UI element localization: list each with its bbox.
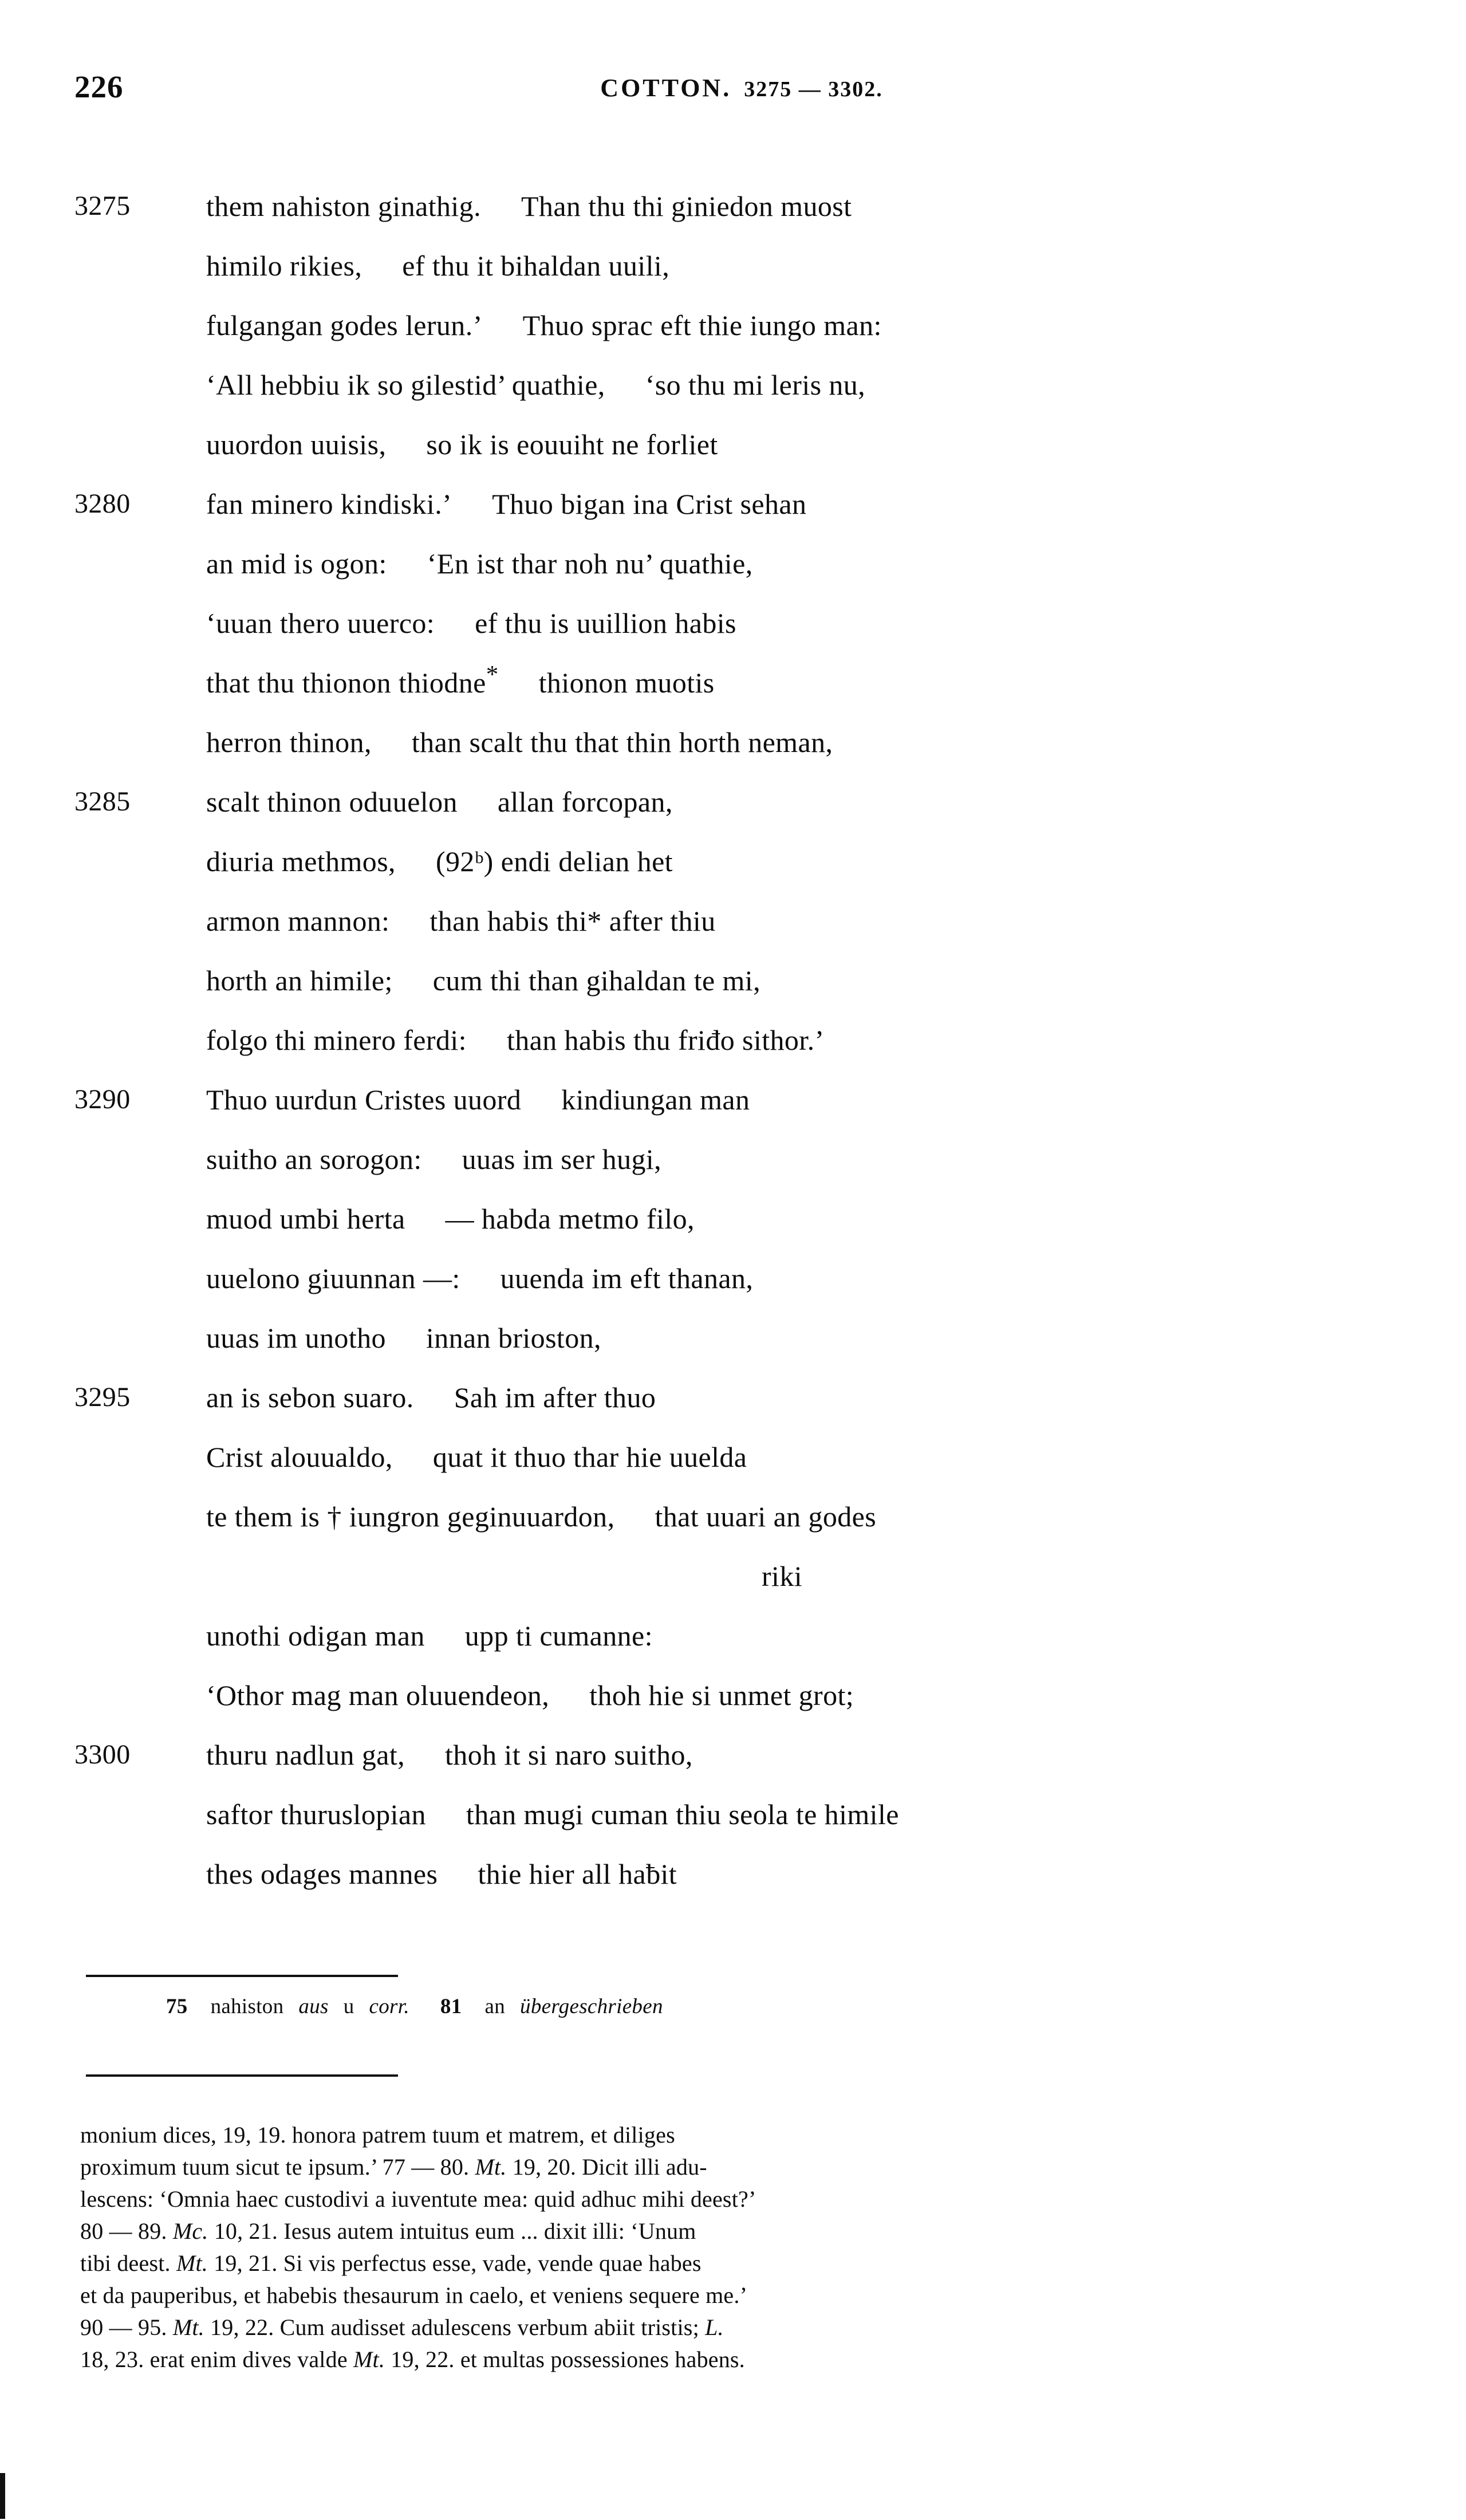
verse-half-line-a: Crist alouualdo,: [206, 1441, 393, 1473]
verse-line: [0, 1785, 1466, 1844]
verse-line-text: [206, 1308, 601, 1368]
verse-line-text: [206, 415, 718, 474]
verse-half-line-b: ef thu it bihaldan uuili,: [402, 250, 670, 282]
verse-half-line-b: than habis thu friđo sithor.’: [506, 1024, 825, 1056]
verse-half-line-a: fan minero kindiski.’: [206, 488, 452, 520]
verse-line-text: [206, 891, 716, 951]
verse-half-line-b: innan brioston,: [425, 1322, 601, 1354]
verse-line-text: [206, 474, 806, 534]
verse-half-line-b: upp ti cumanne:: [464, 1620, 653, 1652]
verse-half-line-a: ‘uuan thero uuerco:: [206, 607, 435, 639]
bible-sigla: Mt.: [172, 2314, 204, 2340]
verse-half-line-b: thoh hie si unmet grot;: [589, 1679, 854, 1711]
apparatus-note-1: aus: [298, 1995, 329, 2018]
verse-line: [0, 1189, 1466, 1249]
verse-half-line-a: an mid is ogon:: [206, 548, 387, 580]
verse-line-text: [206, 355, 865, 415]
bible-sigla: Mt.: [176, 2250, 208, 2276]
apparatus-note-2: corr.: [369, 1995, 409, 2018]
running-head-line-range: 3275 — 3302.: [744, 77, 883, 101]
verse-line-text: [206, 1844, 677, 1904]
verse-line-text: [206, 1785, 899, 1844]
verse-half-line-b: thoh it si naro suitho,: [445, 1739, 693, 1771]
apparatus-note-plain: u: [343, 1995, 354, 2018]
verse-half-line-b: Sah im after thuo: [454, 1381, 656, 1413]
verse-half-line-b: Thuo bigan ina Crist sehan: [492, 488, 807, 520]
verse-line-text: [206, 1725, 693, 1785]
verse-line: [0, 951, 1466, 1010]
verse-half-line-b: that uuari an godes: [655, 1501, 877, 1533]
verse-half-line-a: that thu thionon thiodne: [206, 667, 486, 699]
verse-half-line-b: — habda metmo filo,: [445, 1203, 695, 1235]
verse-half-line-b: uuas im ser hugi,: [462, 1143, 662, 1175]
page-number: 226: [74, 69, 124, 104]
verse-half-line-a: saftor thuruslopian: [206, 1798, 426, 1830]
verse-line: [0, 1368, 1466, 1427]
source-note-line: et da pauperibus, et habebis thesaurum in caelo, et veniens sequere me.’: [80, 2282, 748, 2308]
verse-line: [0, 593, 1466, 653]
verse-line: [0, 1010, 1466, 1070]
verse-line: [0, 1129, 1466, 1189]
running-head-work: COTTON.: [600, 74, 732, 102]
verse-line: [0, 355, 1466, 415]
verse-line: [0, 415, 1466, 474]
verse-line: [0, 534, 1466, 593]
source-note-line: 90 — 95. Mt. 19, 22. Cum audisset adulescens verbum abiit tristis; L.: [80, 2314, 724, 2340]
verse-half-line-b: than scalt thu that thin horth neman,: [411, 726, 833, 758]
verse-line: [0, 1546, 1466, 1606]
verse-half-line-b: ‘En ist thar noh nu’ quathie,: [427, 548, 753, 580]
verse-line: [0, 1844, 1466, 1904]
source-note-line: 80 — 89. Mc. 10, 21. Iesus autem intuitus eum ... dixit illi: ‘Unum: [80, 2218, 696, 2244]
verse-line-text: [206, 772, 673, 832]
verse-half-line-a: diuria methmos,: [206, 845, 396, 877]
verse-line-text: [206, 593, 736, 653]
running-head: [0, 69, 1466, 120]
verse-line-text: [206, 534, 753, 593]
verse-line-number: 3290: [74, 1084, 131, 1115]
verse-half-line-b: kindiungan man: [561, 1084, 750, 1116]
verse-line: [0, 1249, 1466, 1308]
apparatus-lemma: nahiston: [210, 1995, 284, 2018]
verse-half-line-a: te them is † iungron geginuuardon,: [206, 1501, 615, 1533]
source-note-line: tibi deest. Mt. 19, 21. Si vis perfectus esse, vade, vende quae habes: [80, 2250, 702, 2276]
verse-half-line-a: scalt thinon oduuelon: [206, 786, 458, 818]
verse-line: [0, 712, 1466, 772]
verse-line-number: 3295: [74, 1382, 131, 1412]
verse-line-number: 3280: [74, 489, 131, 519]
verse-half-line-a: muod umbi herta: [206, 1203, 405, 1235]
verse-line-text: [206, 1070, 750, 1129]
verse-line: [0, 832, 1466, 891]
bible-sigla: L.: [705, 2314, 724, 2340]
apparatus-entry: [166, 1995, 409, 2018]
verse-line: [0, 1070, 1466, 1129]
verse-half-line-a: unothi odigan man: [206, 1620, 425, 1652]
verse-line: [0, 1665, 1466, 1725]
bible-sigla: Mc.: [172, 2218, 208, 2244]
verse-half-line-a: fulgangan godes lerun.’: [206, 309, 483, 341]
apparatus-lineref: 81: [440, 1995, 462, 2018]
verse-half-line-a: ‘All hebbiu ik so gilestid’ quathie,: [206, 369, 605, 401]
source-note-line: lescens: ‘Omnia haec custodivi a iuventute mea: quid adhuc mihi deest?’: [80, 2186, 756, 2212]
apparatus-lineref: 75: [166, 1995, 188, 2018]
critical-mark-asterisk: *: [486, 661, 499, 688]
verse-half-line-b: thie hier all haƀit: [478, 1858, 677, 1890]
verse-line: [0, 1606, 1466, 1665]
verse-half-line-b: (92ᵇ) endi delian het: [435, 845, 673, 877]
verse-half-line-b: than habis thi* after thiu: [429, 905, 716, 937]
verse-half-line-a: folgo thi minero ferdi:: [206, 1024, 467, 1056]
verse-half-line-a: armon mannon:: [206, 905, 390, 937]
verse-half-line-a: suitho an sorogon:: [206, 1143, 422, 1175]
verse-half-line-a: thes odages mannes: [206, 1858, 438, 1890]
verse-half-line-b: Thuo sprac eft thie iungo man:: [522, 309, 882, 341]
verse-line: [0, 474, 1466, 534]
verse-half-line-a: herron thinon,: [206, 726, 372, 758]
verse-half-line-b: thionon muotis: [538, 667, 715, 699]
verse-half-line-b: so ik is eouuiht ne forliet: [426, 428, 718, 460]
verse-half-line-a: himilo rikies,: [206, 250, 362, 282]
verse-half-line-b: Than thu thi giniedon muost: [521, 190, 852, 222]
verse-half-line-a: uuordon uuisis,: [206, 428, 387, 460]
verse-line-text: [206, 832, 673, 891]
source-note-line: proximum tuum sicut te ipsum.’ 77 — 80. Mt. 19, 20. Dicit illi adu-: [80, 2154, 707, 2180]
verse-line-text: [206, 1249, 753, 1308]
verse-half-line-b: ‘so thu mi leris nu,: [645, 369, 866, 401]
critical-apparatus: [166, 1994, 663, 2019]
apparatus-entry: [440, 1995, 663, 2018]
verse-half-line-a: Thuo uurdun Cristes uuord: [206, 1084, 522, 1116]
verse-line-text: [206, 296, 882, 355]
verse-half-line-a: them nahiston ginathig.: [206, 190, 481, 222]
verse-line: [0, 653, 1466, 712]
verse-line-number: 3300: [74, 1739, 131, 1770]
apparatus-note-1: übergeschrieben: [520, 1995, 663, 2018]
verse-line-text: [206, 1606, 653, 1665]
verse-line-text: [206, 236, 669, 296]
verse-half-line-b: uuenda im eft thanan,: [500, 1262, 754, 1294]
bible-sigla: Mt.: [475, 2154, 507, 2180]
verse-line: [0, 1725, 1466, 1785]
running-head-title: [0, 73, 1466, 103]
verse-line-text: [206, 712, 833, 772]
bible-sigla: Mt.: [353, 2346, 385, 2372]
verse-line-text: [206, 1189, 695, 1249]
verse-line-text: [206, 1427, 747, 1487]
verse-body: [0, 176, 1466, 1904]
apparatus-lemma: an: [484, 1995, 506, 2018]
verse-line-text: [206, 951, 760, 1010]
verse-half-line-b: ef thu is uuillion habis: [475, 607, 736, 639]
source-note-line: monium dices, 19, 19. honora patrem tuum et matrem, et diliges: [80, 2122, 675, 2148]
verse-line-text: [206, 176, 852, 236]
verse-line-text: [206, 1010, 825, 1070]
verse-line-number: 3275: [74, 191, 131, 221]
verse-half-line-a: horth an himile;: [206, 964, 393, 997]
verse-line: [0, 176, 1466, 236]
verse-half-line-a: an is sebon suaro.: [206, 1381, 414, 1413]
verse-line-text: [206, 1665, 854, 1725]
verse-line-text: [206, 653, 715, 712]
apparatus-rule-top: [86, 1975, 398, 1977]
verse-line: [0, 891, 1466, 951]
verse-half-line-a: uuas im unotho: [206, 1322, 386, 1354]
verse-line-number: 3285: [74, 786, 131, 817]
verse-line: [0, 236, 1466, 296]
verse-line-text: [206, 1368, 656, 1427]
verse-line-text: [206, 1129, 661, 1189]
verse-half-line-b: cum thi than gihaldan te mi,: [432, 964, 760, 997]
source-note-line: 18, 23. erat enim dives valde Mt. 19, 22. et multas possessiones habens.: [80, 2346, 745, 2372]
source-notes: [80, 2119, 1392, 2376]
verse-half-line-a: thuru nadlun gat,: [206, 1739, 405, 1771]
verse-half-line-a: uuelono giuunnan —:: [206, 1262, 460, 1294]
verse-line: [0, 1308, 1466, 1368]
verse-line: [0, 772, 1466, 832]
verse-line: [0, 296, 1466, 355]
scan-edge-artifact: [0, 2473, 5, 2519]
verse-half-line-a: ‘Othor mag man oluuendeon,: [206, 1679, 550, 1711]
verse-half-line-b: quat it thuo thar hie uuelda: [432, 1441, 747, 1473]
verse-half-line-b: allan forcopan,: [497, 786, 673, 818]
verse-half-line-b: than mugi cuman thiu seola te himile: [466, 1798, 899, 1830]
verse-runover-text: riki: [762, 1560, 803, 1592]
verse-line-text: [206, 1487, 876, 1546]
verse-line: [0, 1487, 1466, 1546]
apparatus-rule-bottom: [86, 2074, 398, 2077]
verse-line: [0, 1427, 1466, 1487]
